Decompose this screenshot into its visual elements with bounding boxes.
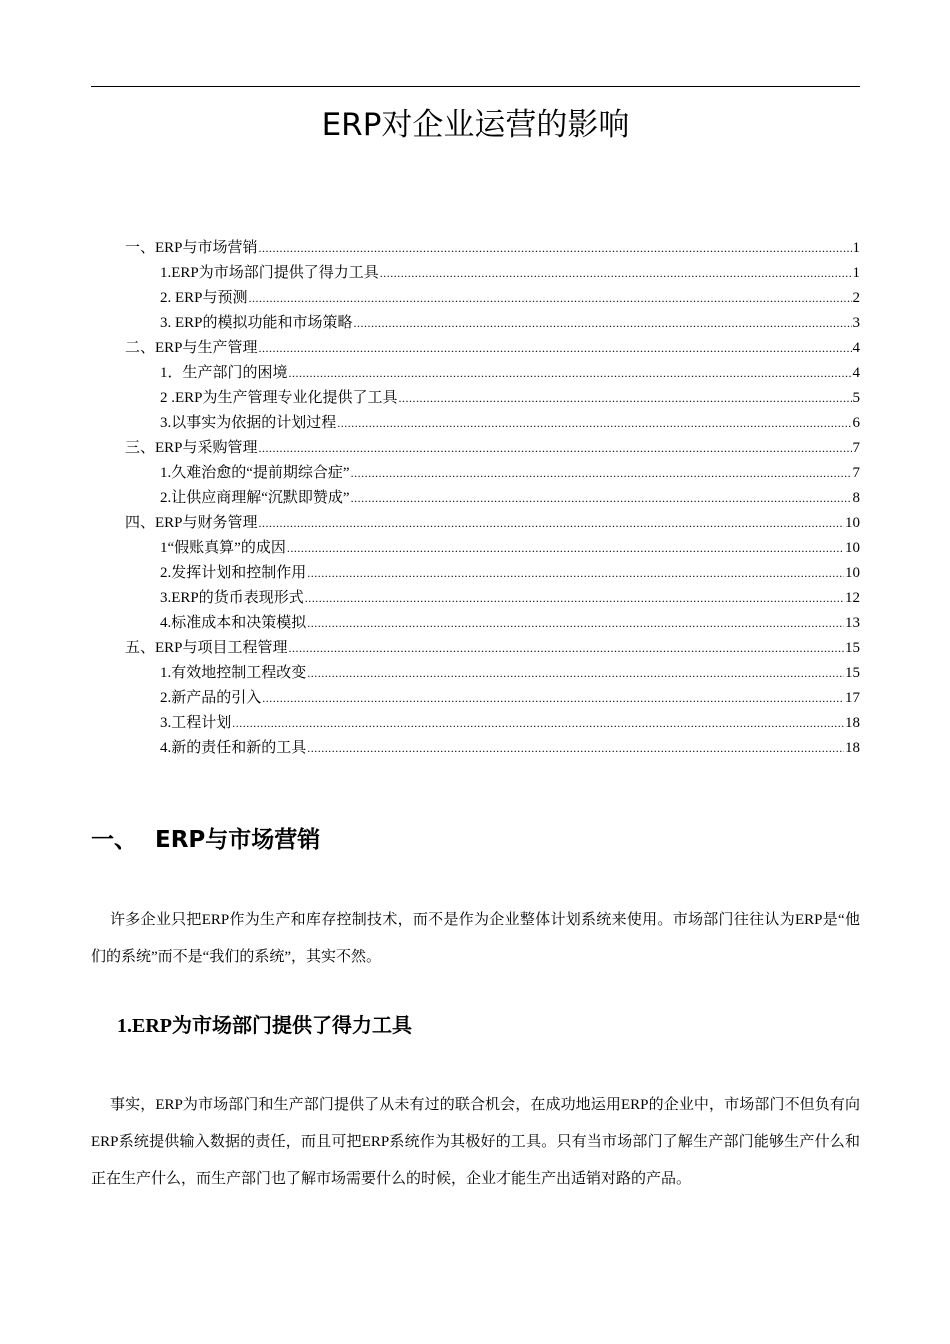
toc-dot-leader <box>305 586 844 611</box>
header-rule <box>91 86 860 87</box>
toc-entry-page-number: 6 <box>852 415 860 431</box>
toc-entry-page-number: 15 <box>845 640 860 656</box>
toc-entry-text: ERP与生产管理 <box>155 340 258 356</box>
toc-entry[interactable] <box>0 711 860 736</box>
section-title: ERP与市场营销 <box>155 827 321 853</box>
document-title: ERP对企业运营的影响 <box>321 107 630 143</box>
toc-dot-leader <box>287 536 844 561</box>
toc-dot-leader <box>351 486 852 511</box>
toc-entry[interactable] <box>0 261 860 286</box>
toc-entry-page-number: 1 <box>852 240 860 256</box>
toc-entry-text: 2 .ERP为生产管理专业化提供了工具 <box>160 390 398 406</box>
toc-entry-text: 1.久难治愈的“提前期综合症” <box>160 465 350 481</box>
toc-dot-leader <box>399 386 852 411</box>
toc-entry-text: 3.ERP的货币表现形式 <box>160 590 304 606</box>
toc-entry[interactable] <box>0 611 860 636</box>
toc-entry-page-number: 5 <box>852 390 860 406</box>
toc-entry-page-number: 3 <box>852 315 860 331</box>
toc-entry-text: 1.有效地控制工程改变 <box>160 665 307 681</box>
toc-entry[interactable] <box>0 661 860 686</box>
toc-entry-text: 1“假账真算”的成因 <box>160 540 286 556</box>
toc-entry-page-number: 15 <box>845 665 860 681</box>
toc-entry[interactable] <box>0 436 860 461</box>
toc-entry-page-number: 17 <box>845 690 860 706</box>
subsection-body-paragraph: 事实，ERP为市场部门和生产部门提供了从未有过的联合机会，在成功地运用ERP的企业中，市场部门不但负有向ERP系统提供输入数据的责任，而且可把ERP系统作为其极好的工具。只有当市场部门了解生产部门能够生产什么和正在生产什么，而生产部门也了解市场需要什么的时候，企业才能生产出适销对路的产品。 <box>91 1097 860 1187</box>
toc-entry-page-number: 7 <box>852 440 860 456</box>
toc-dot-leader <box>259 511 844 536</box>
toc-entry-number: 三、 <box>125 440 156 456</box>
toc-entry-page-number: 7 <box>852 465 860 481</box>
toc-entry[interactable] <box>0 286 860 311</box>
toc-entry[interactable] <box>0 311 860 336</box>
toc-dot-leader <box>262 686 844 711</box>
toc-dot-leader <box>380 261 852 286</box>
toc-entry[interactable] <box>0 336 860 361</box>
toc-entry[interactable] <box>0 736 860 761</box>
toc-entry[interactable] <box>0 236 860 261</box>
toc-entry[interactable] <box>0 411 860 436</box>
toc-dot-leader <box>307 561 844 586</box>
toc-dot-leader <box>259 336 852 361</box>
toc-entry-page-number: 10 <box>845 565 860 581</box>
toc-entry-text: 2.发挥计划和控制作用 <box>160 565 307 581</box>
toc-entry-page-number: 12 <box>845 590 860 606</box>
toc-entry-page-number: 10 <box>845 515 860 531</box>
toc-dot-leader <box>337 411 851 436</box>
toc-entry-text: 4.新的责任和新的工具 <box>160 740 307 756</box>
toc-entry-page-number: 1 <box>852 265 860 281</box>
toc-entry-page-number: 10 <box>845 540 860 556</box>
toc-entry[interactable] <box>0 486 860 511</box>
toc-dot-leader <box>307 611 844 636</box>
toc-entry[interactable] <box>0 511 860 536</box>
toc-entry-page-number: 13 <box>845 615 860 631</box>
toc-entry-page-number: 8 <box>852 490 860 506</box>
toc-entry-text: 4.标准成本和决策模拟 <box>160 615 307 631</box>
toc-dot-leader <box>259 436 852 461</box>
toc-entry-page-number: 2 <box>852 290 860 306</box>
toc-entry-text: ERP与财务管理 <box>155 515 258 531</box>
toc-entry-text: ERP与采购管理 <box>155 440 258 456</box>
toc-dot-leader <box>354 311 852 336</box>
toc-entry[interactable] <box>0 636 860 661</box>
toc-entry-number: 四、 <box>125 515 156 531</box>
toc-entry[interactable] <box>0 586 860 611</box>
toc-entry-text: 2. ERP与预测 <box>160 290 248 306</box>
toc-entry[interactable] <box>0 561 860 586</box>
toc-dot-leader <box>259 236 852 261</box>
section-heading <box>91 822 320 858</box>
toc-dot-leader <box>249 286 852 311</box>
toc-entry-text: 五、ERP与项目工程管理 <box>125 640 288 656</box>
toc-entry[interactable] <box>0 686 860 711</box>
toc-dot-leader <box>289 636 844 661</box>
toc-entry-page-number: 18 <box>845 715 860 731</box>
toc-dot-leader <box>307 736 844 761</box>
section-number: 一、 <box>91 827 137 853</box>
toc-entry-text: 3. ERP的模拟功能和市场策略 <box>160 315 353 331</box>
toc-dot-leader <box>289 361 852 386</box>
toc-entry-text: 3.以事实为依据的计划过程 <box>160 415 337 431</box>
section-intro-paragraph: 许多企业只把ERP作为生产和库存控制技术，而不是作为企业整体计划系统来使用。市场部门往往认为ERP是“他们的系统”而不是“我们的系统”，其实不然。 <box>91 912 860 965</box>
toc-entry-text: 1.ERP为市场部门提供了得力工具 <box>160 265 379 281</box>
toc-entry-text: ERP与市场营销 <box>155 240 258 256</box>
toc-entry-text: 3.工程计划 <box>160 715 232 731</box>
toc-entry[interactable] <box>0 536 860 561</box>
toc-entry-number: 一、 <box>125 240 156 256</box>
table-of-contents <box>0 236 950 761</box>
toc-entry-text: 2.新产品的引入 <box>160 690 262 706</box>
toc-entry-page-number: 18 <box>845 740 860 756</box>
toc-dot-leader <box>307 661 844 686</box>
toc-dot-leader <box>351 461 852 486</box>
toc-dot-leader <box>232 711 844 736</box>
toc-entry[interactable] <box>0 386 860 411</box>
toc-entry-text: 1．生产部门的困境 <box>160 365 288 381</box>
toc-entry-page-number: 4 <box>852 340 860 356</box>
toc-entry[interactable] <box>0 361 860 386</box>
toc-entry-page-number: 4 <box>852 365 860 381</box>
toc-entry-text: 2.让供应商理解“沉默即赞成” <box>160 490 350 506</box>
subsection-heading: 1.ERP为市场部门提供了得力工具 <box>117 1015 412 1037</box>
toc-entry[interactable] <box>0 461 860 486</box>
toc-entry-number: 二、 <box>125 340 156 356</box>
